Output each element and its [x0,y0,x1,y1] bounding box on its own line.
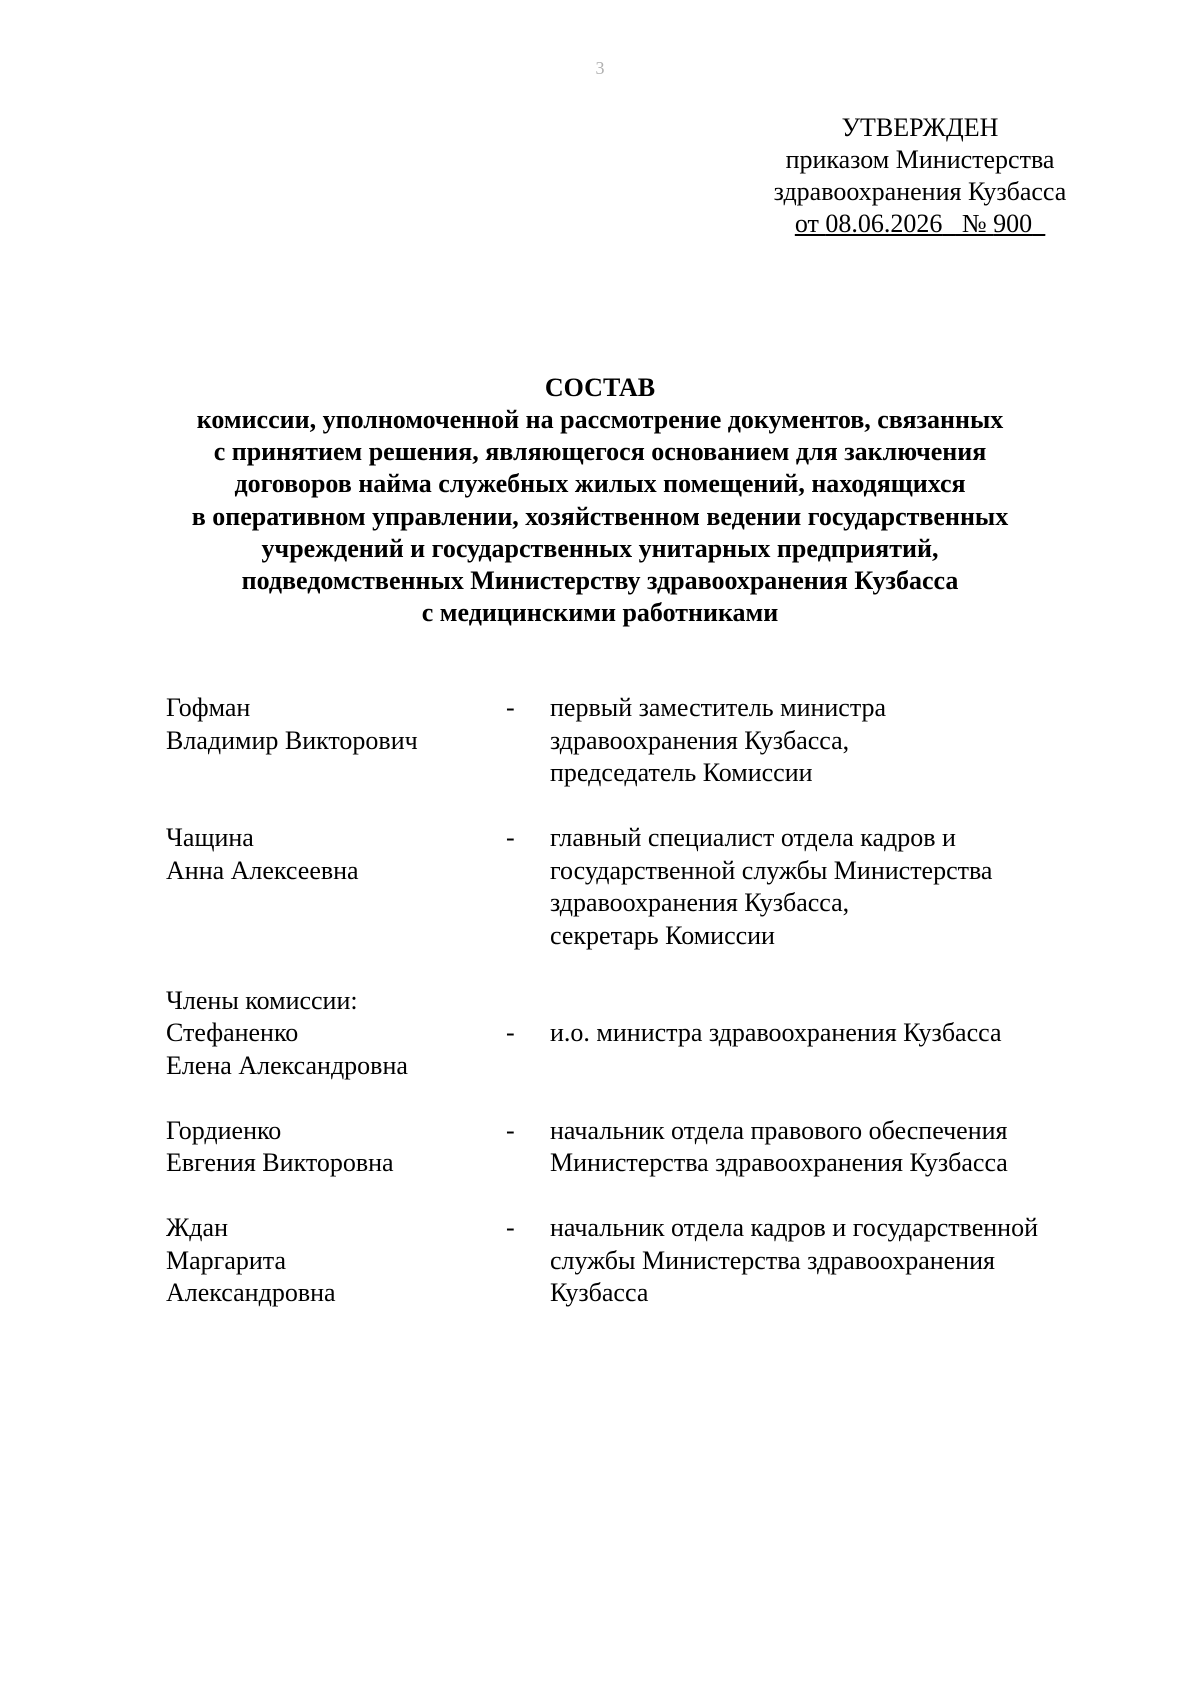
approval-date-suffix: _ [942,209,956,238]
member-dash: - [506,823,515,852]
member-name: Стефаненко Елена Александровна [166,1018,408,1080]
approval-order-line: приказом Министерства [785,145,1055,174]
commission-members [166,692,1126,1310]
document-title [120,372,1080,629]
title-line: комиссии, уполномоченной на рассмотрение документов, связанных [196,405,1004,434]
title-description [120,404,1080,629]
member-row-chairman [166,692,1126,790]
member-row [166,1017,1126,1082]
member-role: начальник отдела кадров и государственной службы Министерства здравоохранения Кузбасса [550,1213,1039,1307]
member-dash: - [506,1115,515,1145]
member-name: Гофман Владимир Викторович [166,693,418,755]
approval-stamp [700,112,1140,240]
member-role: первый заместитель министра здравоохранения Кузбасса, председатель Комиссии [550,693,887,787]
approval-date-number [700,208,1140,240]
title-line: подведомственных Министерству здравоохранения Кузбасса [241,566,959,596]
approval-date-prefix: от [794,209,826,238]
title-line: договоров найма служебных жилых помещений, находящихся [234,469,966,499]
member-role: главный специалист отдела кадров и государственной службы Министерства здравоохранения Кузбасса, секретарь Комиссии [550,823,993,950]
member-name: Ждан Маргарита Александровна [166,1213,336,1307]
approval-number-prefix: № [955,209,994,238]
member-role: и.о. министра здравоохранения Кузбасса [550,1018,1002,1047]
member-role: начальник отдела правового обеспечения Министерства здравоохранения Кузбасса [550,1115,1008,1177]
title-line: учреждений и государственных унитарных предприятий, [261,533,939,563]
approval-number: 900 [993,209,1033,238]
approval-ministry-line: здравоохранения Кузбасса [773,177,1067,206]
member-row-secretary [166,822,1126,952]
member-dash: - [506,693,515,722]
member-name: Чащина Анна Алексеевна [166,823,359,885]
approval-date: 08.06.2026 [825,209,943,238]
member-dash: - [506,1213,515,1242]
title-line: в оперативном управлении, хозяйственном ведении государственных [191,501,1009,531]
title-line: с принятием решения, являющегося основанием для заключения [213,437,987,467]
title-main: СОСТАВ [544,373,656,402]
member-name: Гордиенко Евгения Викторовна [166,1115,394,1177]
approval-heading: УТВЕРЖДЕН [841,113,999,142]
title-line: с медицинскими работниками [421,598,779,628]
member-row [166,1212,1126,1310]
page-number: 3 [595,58,605,78]
member-dash: - [506,1018,515,1047]
approval-number-suffix: _ [1032,209,1046,238]
member-row [166,1115,1126,1180]
members-section-label: Члены комиссии: [166,985,358,1015]
